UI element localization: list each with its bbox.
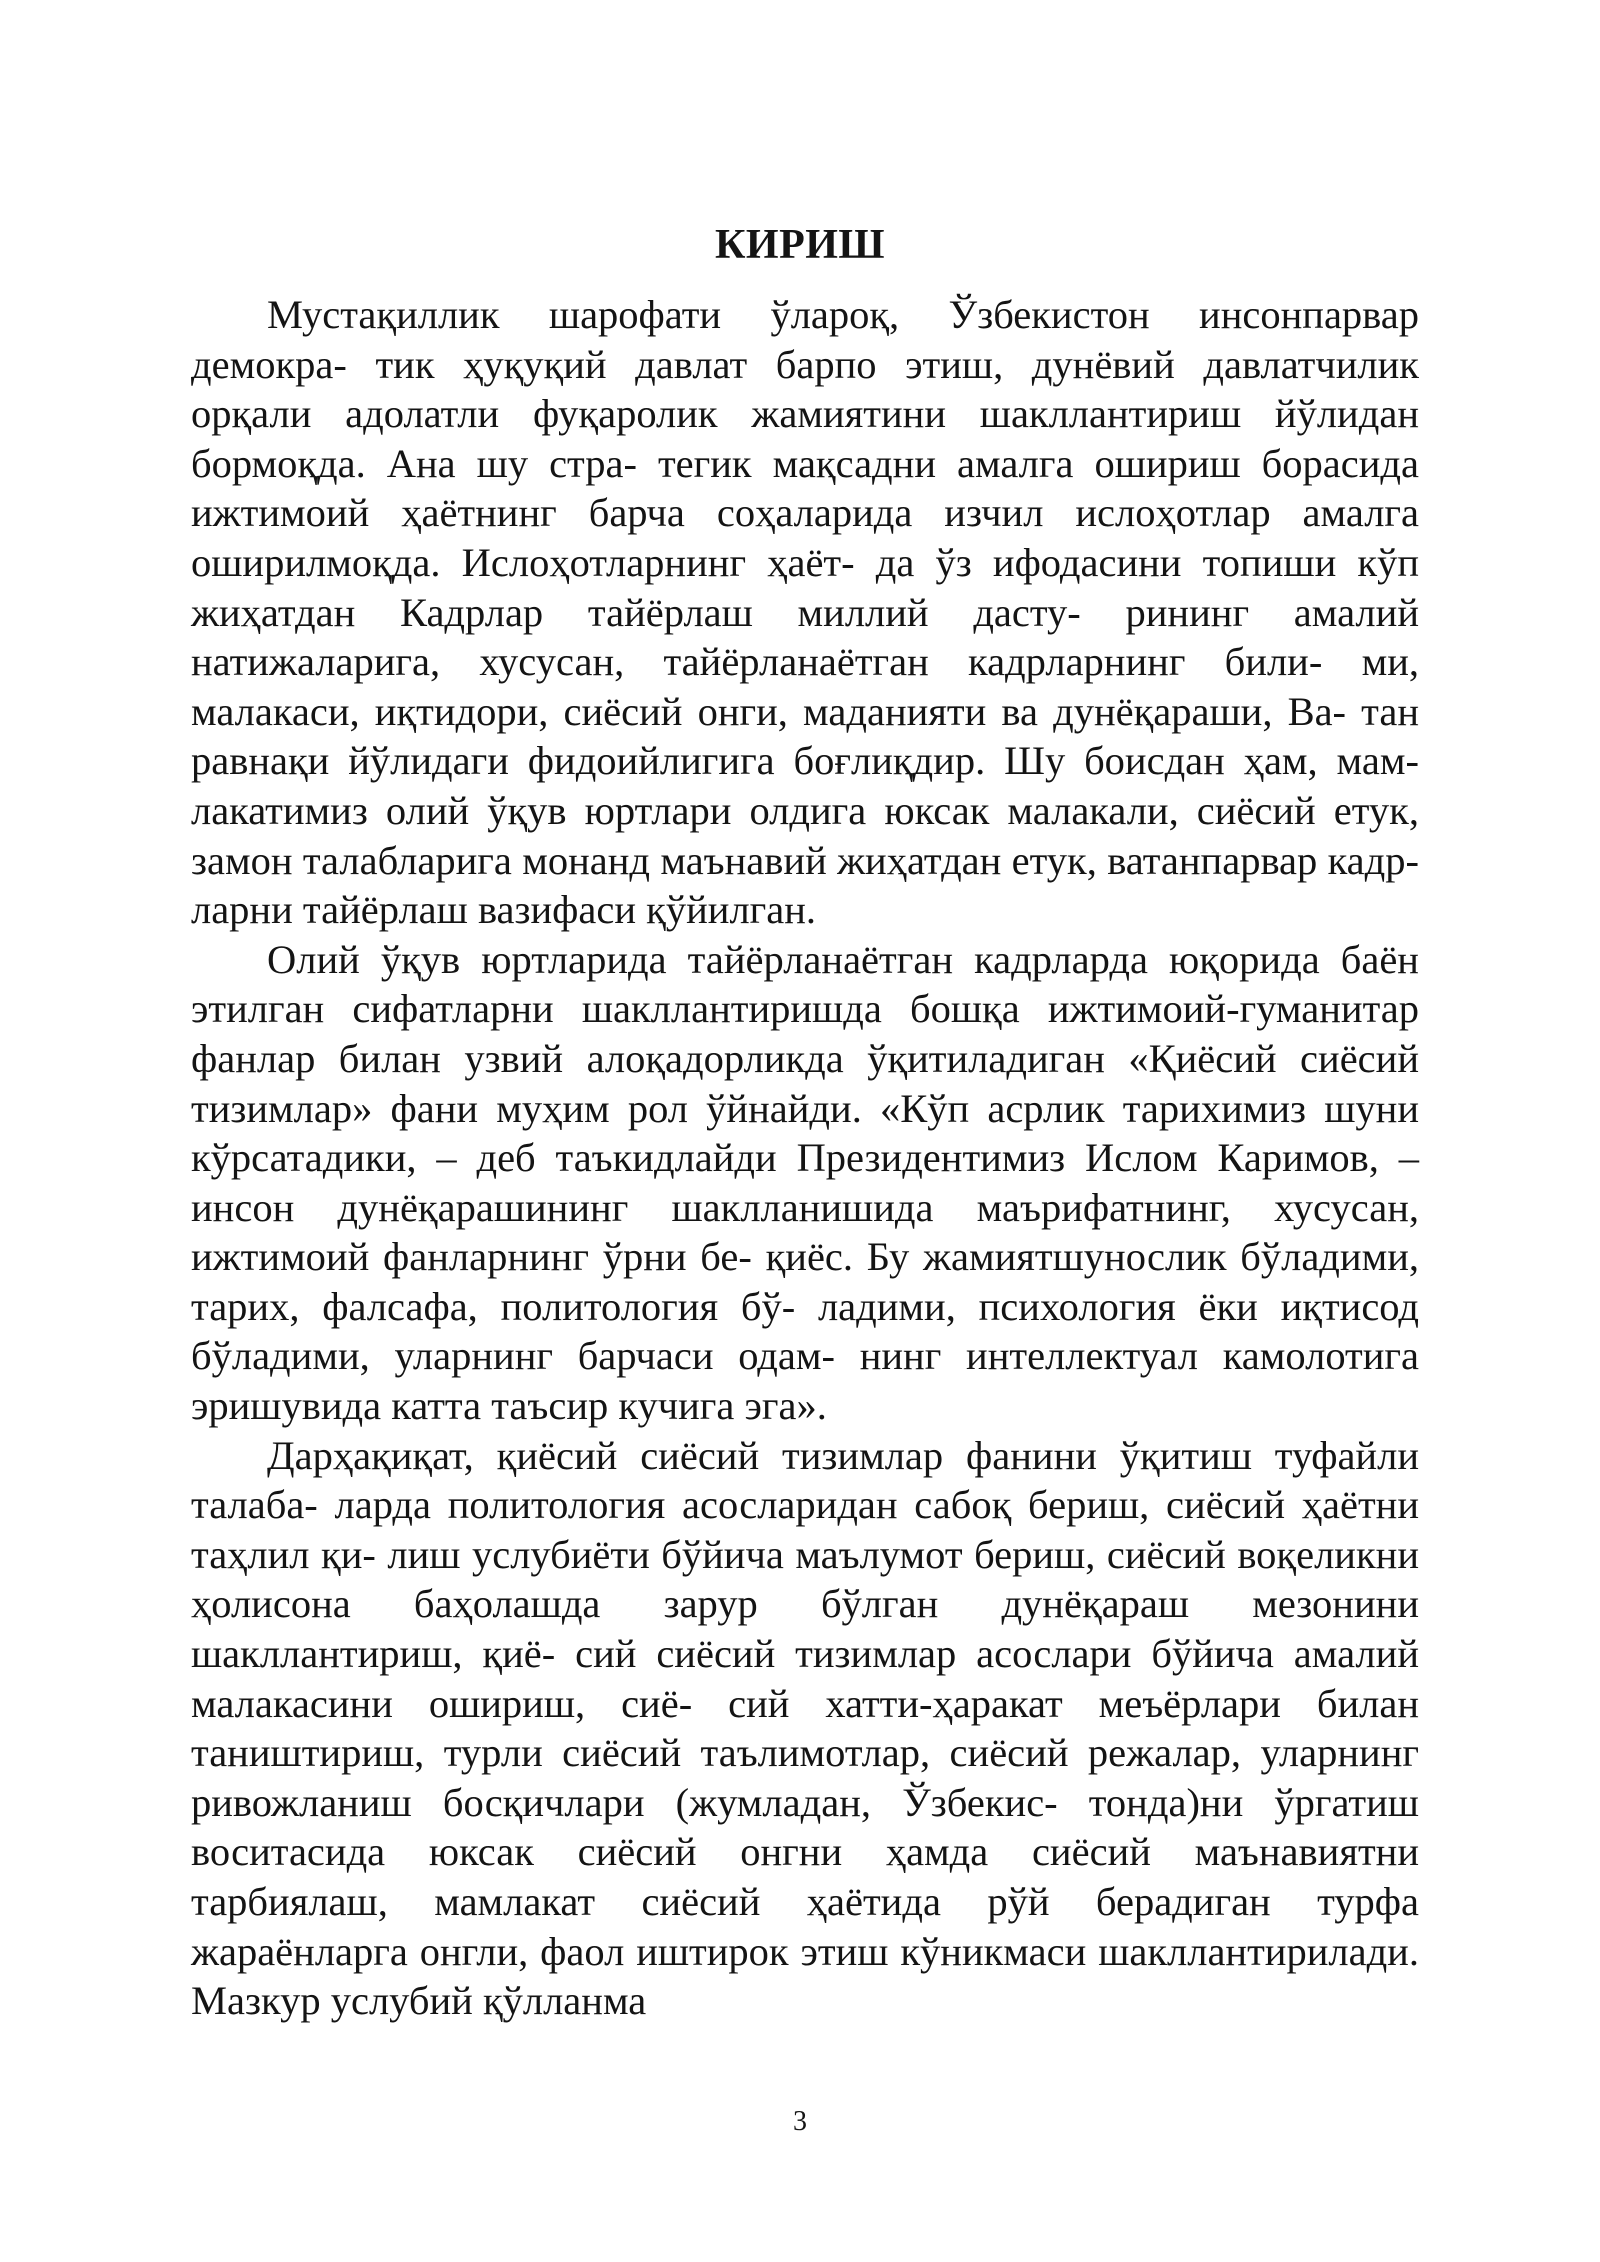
- paragraph-3: Дарҳақиқат, қиёсий сиёсий тизимлар фанини ўқитиш туфайли талаба- ларда политология асосларидан сабоқ бериш, сиёсий ҳаётни таҳлил қи- лиш услубиёти бўйича маълумот бериш, сиёсий воқеликни ҳолисона баҳолашда зарур бўлган дунёқараш мезонини шакллантириш, қиё- сий сиёсий тизимлар асослари бўйича амалий малакасини ошириш, сиё- сий хатти-ҳаракат меъёрлари билан таништириш, турли сиёсий таълимотлар, сиёсий режалар, уларнинг ривожланиш босқичлари (жумладан, Ўзбекис- тонда)ни ўргатиш воситасида юксак сиёсий онгни ҳамда сиёсий маънавиятни тарбиялаш, мамлакат сиёсий ҳаётида рўй берадиган турфа жараёнларга онгли, фаол иштирок этиш кўникмаси шакллантирилади. Мазкур услубий қўлланма: [191, 1432, 1419, 2024]
- page-number: 3: [793, 2106, 807, 2137]
- page-title: КИРИШ: [714, 222, 886, 269]
- paragraph-1: Мустақиллик шарофати ўлароқ, Ўзбекистон инсонпарвар демокра- тик ҳуқуқий давлат барпо этиш, дунёвий давлатчилик орқали адолатли фуқаролик жамиятини шакллантириш йўлидан бормоқда. Ана шу стра- тегик мақсадни амалга ошириш борасида ижтимоий ҳаётнинг барча соҳаларида изчил ислоҳотлар амалга оширилмоқда. Ислоҳотларнинг ҳаёт- да ўз ифодасини топиши кўп жиҳатдан Кадрлар тайёрлаш миллий дасту- рининг амалий натижаларига, хусусан, тайёрланаётган кадрларнинг били- ми, малакаси, иқтидори, сиёсий онги, маданияти ва дунёқараши, Ва- тан равнақи йўлидаги фидоийлигига боғлиқдир. Шу боисдан ҳам, мам- лакатимиз олий ўқув юртлари олдига юксак малакали, сиёсий етук, замон талабларига монанд маънавий жиҳатдан етук, ватанпарвар кадр- ларни тайёрлаш вазифаси қўйилган.: [191, 292, 1419, 933]
- body-text: [191, 290, 1419, 2026]
- paragraph-2: Олий ўқув юртларида тайёрланаётган кадрларда юқорида баён этилган сифатларни шакллантиришда бошқа ижтимоий-гуманитар фанлар билан узвий алоқадорликда ўқитиладиган «Қиёсий сиёсий тизимлар» фани муҳим рол ўйнайди. «Кўп асрлик тарихимиз шуни кўрсатадики, – деб таъкидлайди Президентимиз Ислом Каримов, – инсон дунёқарашининг шаклланишида маърифатнинг, хусусан, ижтимоий фанларнинг ўрни бе- қиёс. Бу жамиятшунослик бўладими, тарих, фалсафа, политология бў- ладими, психология ёки иқтисод бўладими, уларнинг барчаси одам- нинг интеллектуал камолотига эришувида катта таъсир кучига эга».: [191, 936, 1419, 1429]
